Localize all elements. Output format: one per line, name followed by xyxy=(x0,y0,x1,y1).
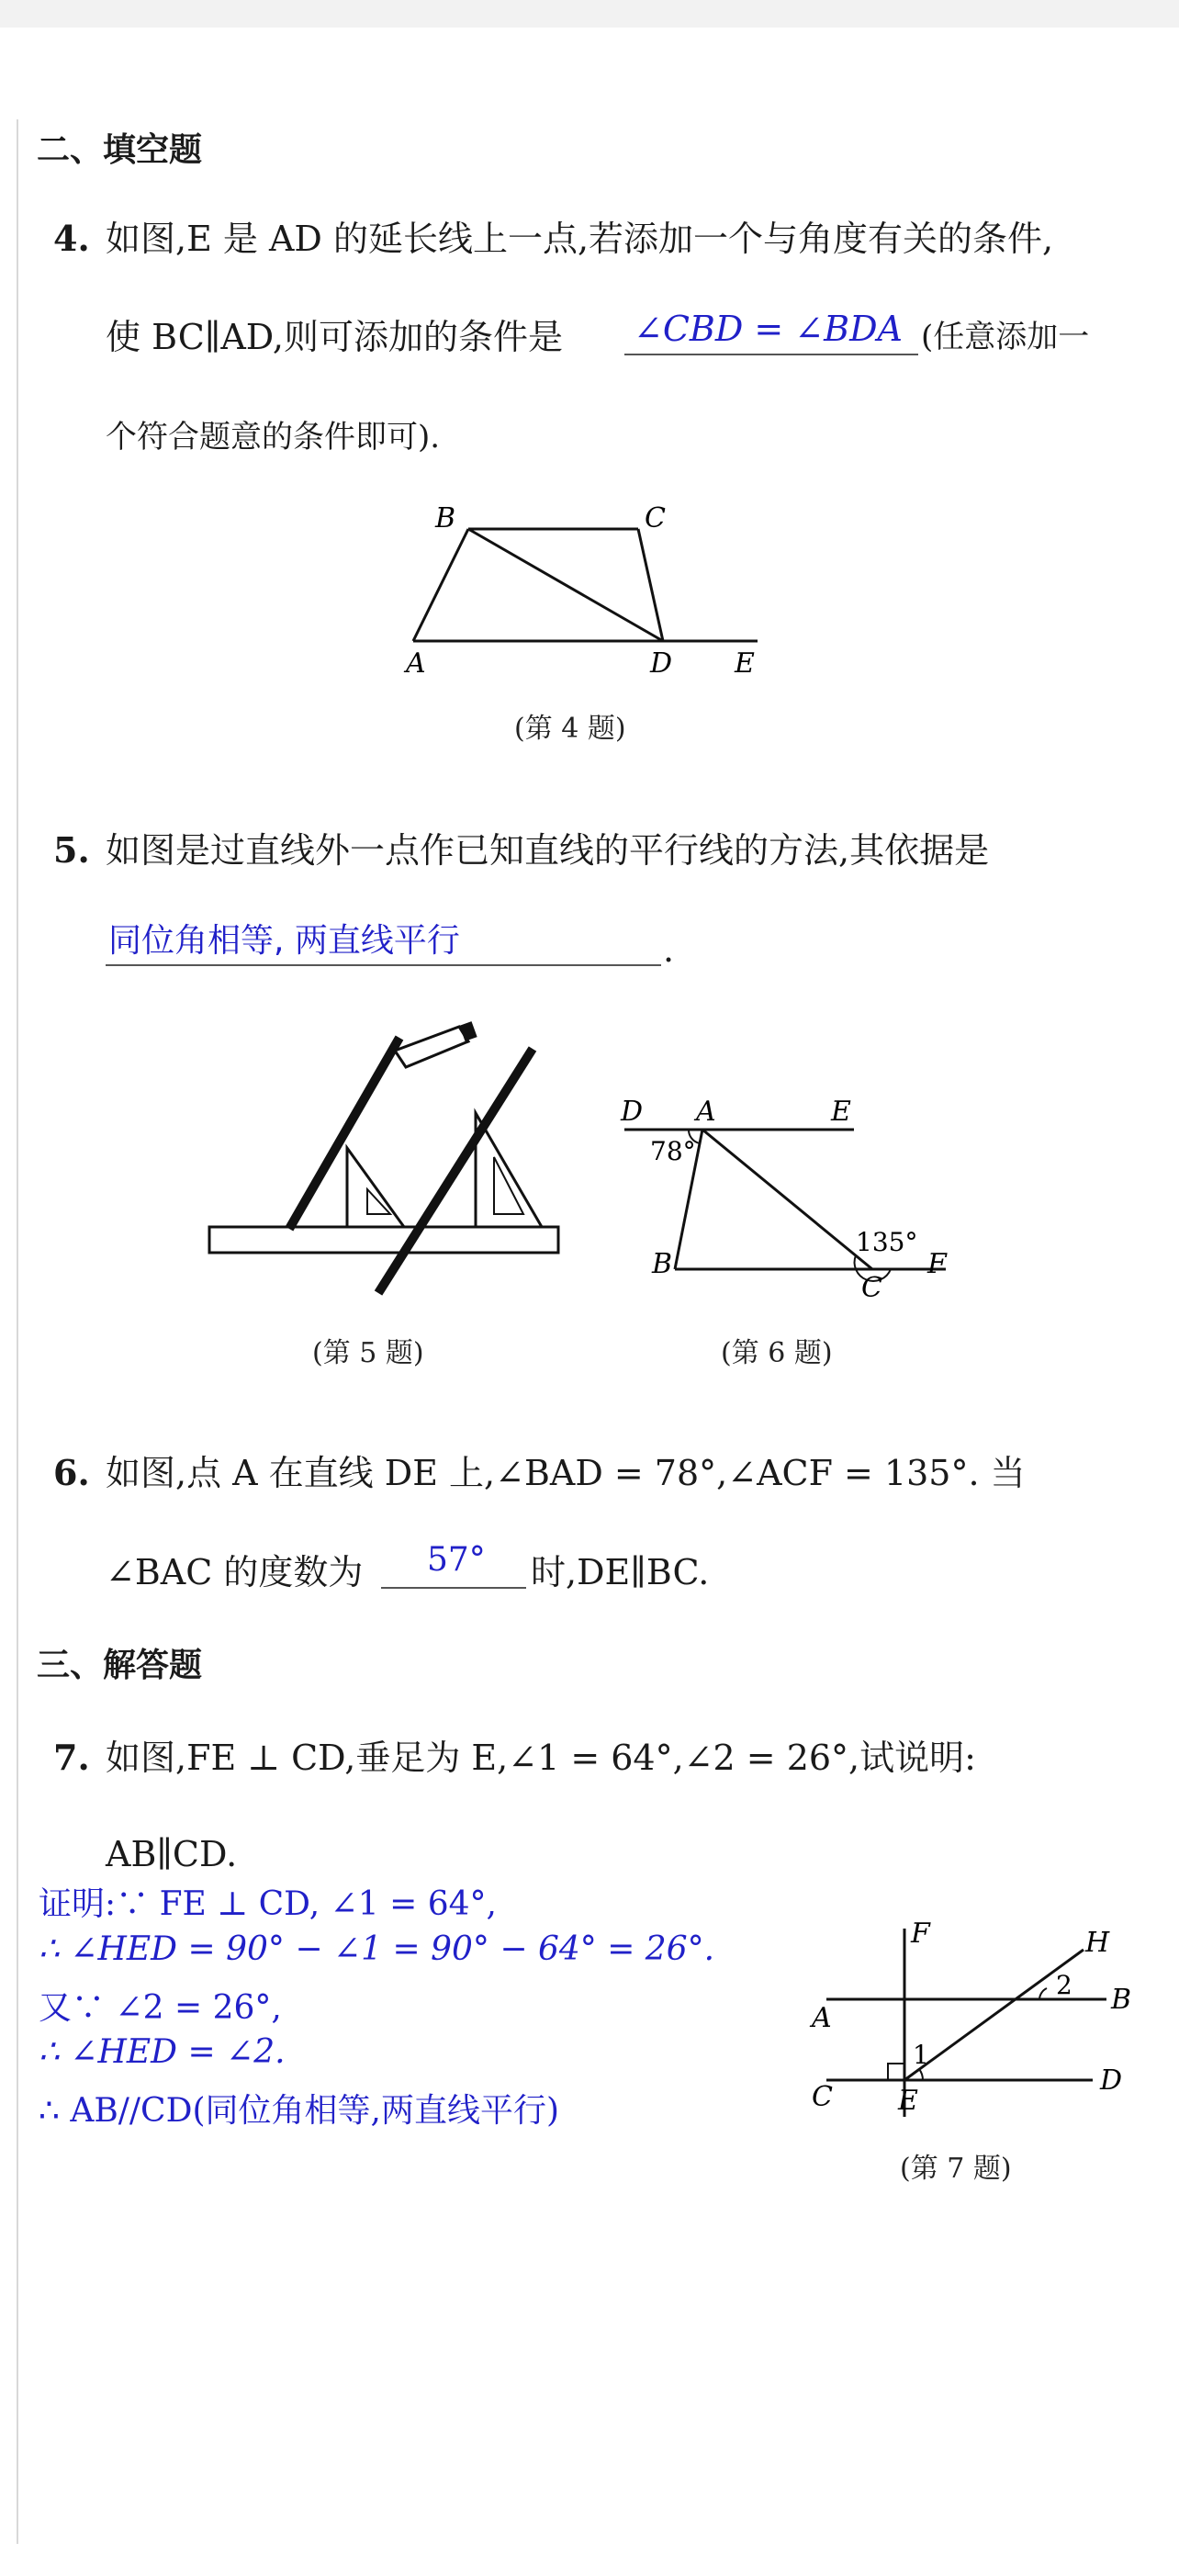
q5-caption: (第 5 题) xyxy=(312,1337,424,1369)
q4-line1: 如图,E 是 AD 的延长线上一点,若添加一个与角度有关的条件, xyxy=(106,219,1054,259)
q7-label-d: D xyxy=(1100,2064,1123,2097)
q6-answer: 57° xyxy=(427,1541,486,1579)
q6-caption: (第 6 题) xyxy=(721,1337,833,1369)
q7-label-c: C xyxy=(812,2081,833,2113)
q6-line1: 如图,点 A 在直线 DE 上,∠BAD = 78°,∠ACF = 135°. 当 xyxy=(106,1453,1026,1493)
q7-proof-line1: 证明:∵ FE ⊥ CD, ∠1 = 64°, xyxy=(39,1885,497,1923)
section-title-answer: 三、解答题 xyxy=(37,1647,203,1684)
q4-answer-blank xyxy=(624,354,918,355)
q4-figure xyxy=(386,496,790,689)
q7-label-a: A xyxy=(812,2002,832,2034)
q7-proof-line4: ∴ ∠HED = ∠2. xyxy=(39,2033,286,2071)
q7-angle-1: 1 xyxy=(913,2040,929,2070)
q4-line2-pre: 使 BC∥AD,则可添加的条件是 xyxy=(106,317,563,357)
q7-label-e: E xyxy=(898,2085,918,2117)
q7-proof-line5: ∴ AB//CD(同位角相等,两直线平行) xyxy=(39,2092,560,2130)
q5-end: . xyxy=(663,929,675,970)
q4-answer: ∠CBD = ∠BDA xyxy=(634,309,903,349)
q6-label-c: C xyxy=(861,1272,882,1304)
top-bar xyxy=(0,0,1179,28)
q6-label-e: E xyxy=(831,1096,851,1128)
q6-angle-78: 78° xyxy=(650,1136,696,1166)
q7-angle-2: 2 xyxy=(1056,1970,1072,2000)
q7-label-b: B xyxy=(1111,1984,1132,2016)
q6-label-d: D xyxy=(621,1096,644,1128)
q4-label-e: E xyxy=(735,647,755,680)
q6-figure xyxy=(615,1093,982,1313)
q5-answer: 同位角相等, 两直线平行 xyxy=(108,922,460,960)
q4-line3: 个符合题意的条件即可). xyxy=(106,419,441,456)
q4-caption: (第 4 题) xyxy=(514,713,626,745)
q6-label-f: F xyxy=(927,1248,947,1280)
q5-number: 5. xyxy=(53,829,90,871)
q5-line1: 如图是过直线外一点作已知直线的平行线的方法,其依据是 xyxy=(106,830,990,871)
q7-proof-line3: 又∵ ∠2 = 26°, xyxy=(39,1989,282,2027)
q7-caption: (第 7 题) xyxy=(900,2153,1012,2185)
q7-figure xyxy=(799,1915,1148,2135)
q6-number: 6. xyxy=(53,1452,90,1493)
q7-proof-line2: ∴ ∠HED = 90° − ∠1 = 90° − 64° = 26°. xyxy=(39,1930,715,1968)
q5-figure xyxy=(202,1010,606,1313)
q7-line2: AB∥CD. xyxy=(106,1834,238,1874)
q5-answer-blank xyxy=(106,964,661,966)
q7-label-h: H xyxy=(1085,1927,1110,1959)
q4-label-c: C xyxy=(645,502,666,534)
q6-label-b: B xyxy=(652,1248,673,1280)
q7-line1: 如图,FE ⊥ CD,垂足为 E,∠1 = 64°,∠2 = 26°,试说明: xyxy=(106,1738,976,1778)
q6-line2-pre: ∠BAC 的度数为 xyxy=(106,1552,364,1592)
q4-label-a: A xyxy=(406,647,426,680)
margin-line xyxy=(17,119,18,2544)
section-title-fill-in: 二、填空题 xyxy=(37,131,203,169)
q4-label-b: B xyxy=(434,502,455,534)
q4-line2-post: (任意添加一 xyxy=(921,319,1090,355)
q4-number: 4. xyxy=(53,218,90,259)
q7-number: 7. xyxy=(53,1737,90,1778)
q6-label-a: A xyxy=(696,1096,716,1128)
q6-answer-blank xyxy=(381,1587,526,1589)
q6-line2-post: 时,DE∥BC. xyxy=(531,1552,710,1592)
q6-angle-135: 135° xyxy=(856,1227,918,1257)
q4-label-d: D xyxy=(650,647,673,680)
q7-label-f: F xyxy=(911,1918,930,1950)
